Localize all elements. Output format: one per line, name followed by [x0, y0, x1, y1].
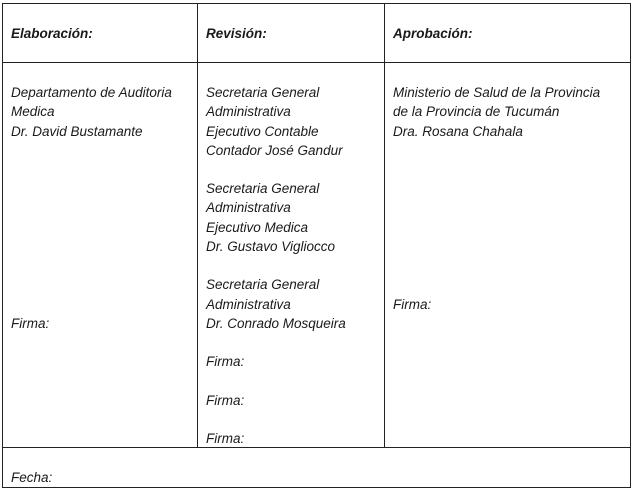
aprobacion-line: de la Provincia de Tucumán: [393, 104, 560, 120]
revision-line: Secretaria General: [206, 181, 320, 197]
column-divider-1: [197, 4, 198, 448]
revision-line: Dr. Conrado Mosqueira: [206, 315, 346, 331]
revision-firma-2: Firma:: [206, 393, 245, 408]
aprobacion-line: Dra. Rosana Chahala: [393, 123, 523, 139]
fecha-label: Fecha:: [11, 470, 53, 485]
column-divider-2: [384, 4, 385, 448]
header-revision: Revisión:: [206, 26, 267, 41]
fecha-row-divider: [3, 447, 630, 448]
revision-firma-3: Firma:: [206, 431, 245, 446]
elaboracion-line: Departamento de Auditoria: [11, 85, 172, 100]
aprobacion-firma: Firma:: [393, 297, 432, 312]
revision-reviewers: [206, 83, 346, 333]
revision-line: Administrativa: [206, 200, 291, 216]
revision-line: Dr. Gustavo Vigliocco: [206, 239, 336, 255]
aprobacion-line: Ministerio de Salud de la Provincia: [393, 85, 601, 100]
revision-line: Ejecutivo Medica: [206, 219, 309, 235]
elaboracion-firma: Firma:: [11, 316, 50, 331]
revision-line: Administrativa: [206, 104, 291, 120]
revision-line: Ejecutivo Contable: [206, 123, 319, 139]
elaboracion-line: Medica: [11, 104, 55, 120]
approval-table: [2, 3, 631, 488]
header-elaboracion: Elaboración:: [11, 26, 93, 41]
header-aprobacion: Aprobación:: [393, 26, 473, 41]
aprobacion-responsible: [393, 83, 600, 141]
revision-line: Administrativa: [206, 296, 291, 312]
revision-line: Contador José Gandur: [206, 142, 343, 158]
revision-line: Secretaria General: [206, 277, 320, 293]
elaboracion-line: Dr. David Bustamante: [11, 123, 143, 139]
header-row-divider: [3, 62, 630, 63]
elaboracion-responsible: [11, 83, 172, 141]
revision-line: Secretaria General: [206, 85, 320, 100]
revision-firma-1: Firma:: [206, 354, 245, 369]
